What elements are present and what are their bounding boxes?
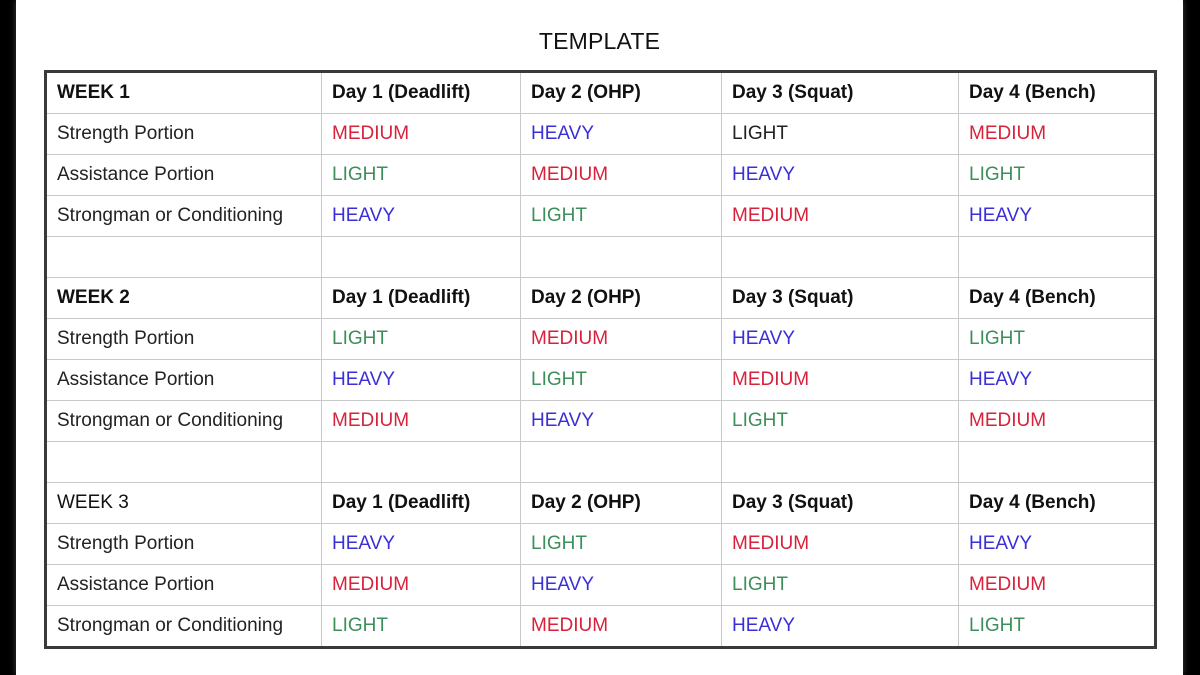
intensity-cell: MEDIUM bbox=[322, 565, 521, 606]
empty-cell bbox=[46, 442, 322, 483]
intensity-cell: HEAVY bbox=[521, 565, 722, 606]
intensity-cell: LIGHT bbox=[959, 319, 1156, 360]
day-header: Day 1 (Deadlift) bbox=[322, 278, 521, 319]
intensity-cell: LIGHT bbox=[722, 401, 959, 442]
table-row bbox=[46, 114, 1156, 155]
intensity-cell: MEDIUM bbox=[521, 319, 722, 360]
intensity-cell: HEAVY bbox=[959, 524, 1156, 565]
empty-cell bbox=[722, 442, 959, 483]
empty-cell bbox=[521, 237, 722, 278]
template-table bbox=[44, 70, 1157, 649]
document-page bbox=[16, 0, 1183, 675]
intensity-cell: LIGHT bbox=[722, 114, 959, 155]
intensity-cell: MEDIUM bbox=[959, 401, 1156, 442]
week-label: WEEK 3 bbox=[46, 483, 322, 524]
intensity-cell: MEDIUM bbox=[722, 524, 959, 565]
intensity-cell: HEAVY bbox=[322, 524, 521, 565]
intensity-cell: HEAVY bbox=[521, 401, 722, 442]
day-header: Day 1 (Deadlift) bbox=[322, 483, 521, 524]
table-row bbox=[46, 606, 1156, 648]
portion-label: Strength Portion bbox=[46, 524, 322, 565]
portion-label: Assistance Portion bbox=[46, 565, 322, 606]
intensity-cell: LIGHT bbox=[322, 155, 521, 196]
portion-label: Assistance Portion bbox=[46, 155, 322, 196]
day-header: Day 4 (Bench) bbox=[959, 278, 1156, 319]
intensity-cell: LIGHT bbox=[521, 360, 722, 401]
intensity-cell: MEDIUM bbox=[959, 114, 1156, 155]
page-title: TEMPLATE bbox=[538, 28, 661, 54]
intensity-cell: HEAVY bbox=[959, 360, 1156, 401]
table-row bbox=[46, 401, 1156, 442]
table-row bbox=[46, 196, 1156, 237]
week-header-row bbox=[46, 483, 1156, 524]
week-label: WEEK 1 bbox=[46, 72, 322, 114]
intensity-cell: HEAVY bbox=[322, 196, 521, 237]
day-header: Day 4 (Bench) bbox=[959, 483, 1156, 524]
portion-label: Assistance Portion bbox=[46, 360, 322, 401]
intensity-cell: LIGHT bbox=[322, 319, 521, 360]
day-header: Day 2 (OHP) bbox=[521, 72, 722, 114]
intensity-cell: HEAVY bbox=[959, 196, 1156, 237]
spacer-row bbox=[46, 442, 1156, 483]
intensity-cell: MEDIUM bbox=[322, 401, 521, 442]
spacer-row bbox=[46, 237, 1156, 278]
intensity-cell: LIGHT bbox=[322, 606, 521, 648]
empty-cell bbox=[521, 442, 722, 483]
day-header: Day 2 (OHP) bbox=[521, 483, 722, 524]
portion-label: Strongman or Conditioning bbox=[46, 401, 322, 442]
intensity-cell: HEAVY bbox=[521, 114, 722, 155]
intensity-cell: LIGHT bbox=[521, 196, 722, 237]
portion-label: Strength Portion bbox=[46, 319, 322, 360]
intensity-cell: MEDIUM bbox=[322, 114, 521, 155]
day-header: Day 3 (Squat) bbox=[722, 72, 959, 114]
day-header: Day 3 (Squat) bbox=[722, 278, 959, 319]
intensity-cell: LIGHT bbox=[521, 524, 722, 565]
intensity-cell: MEDIUM bbox=[959, 565, 1156, 606]
template-table-body bbox=[46, 72, 1156, 648]
intensity-cell: HEAVY bbox=[722, 319, 959, 360]
day-header: Day 4 (Bench) bbox=[959, 72, 1156, 114]
table-row bbox=[46, 524, 1156, 565]
empty-cell bbox=[959, 237, 1156, 278]
empty-cell bbox=[959, 442, 1156, 483]
table-row bbox=[46, 360, 1156, 401]
week-header-row bbox=[46, 72, 1156, 114]
intensity-cell: HEAVY bbox=[722, 606, 959, 648]
portion-label: Strongman or Conditioning bbox=[46, 196, 322, 237]
day-header: Day 2 (OHP) bbox=[521, 278, 722, 319]
portion-label: Strength Portion bbox=[46, 114, 322, 155]
day-header: Day 3 (Squat) bbox=[722, 483, 959, 524]
intensity-cell: HEAVY bbox=[322, 360, 521, 401]
intensity-cell: LIGHT bbox=[959, 606, 1156, 648]
empty-cell bbox=[722, 237, 959, 278]
week-header-row bbox=[46, 278, 1156, 319]
week-label: WEEK 2 bbox=[46, 278, 322, 319]
intensity-cell: MEDIUM bbox=[521, 606, 722, 648]
intensity-cell: MEDIUM bbox=[722, 196, 959, 237]
table-row bbox=[46, 319, 1156, 360]
day-header: Day 1 (Deadlift) bbox=[322, 72, 521, 114]
empty-cell bbox=[322, 442, 521, 483]
portion-label: Strongman or Conditioning bbox=[46, 606, 322, 648]
intensity-cell: LIGHT bbox=[959, 155, 1156, 196]
intensity-cell: MEDIUM bbox=[722, 360, 959, 401]
intensity-cell: LIGHT bbox=[722, 565, 959, 606]
empty-cell bbox=[322, 237, 521, 278]
intensity-cell: HEAVY bbox=[722, 155, 959, 196]
intensity-cell: MEDIUM bbox=[521, 155, 722, 196]
table-row bbox=[46, 565, 1156, 606]
table-row bbox=[46, 155, 1156, 196]
empty-cell bbox=[46, 237, 322, 278]
